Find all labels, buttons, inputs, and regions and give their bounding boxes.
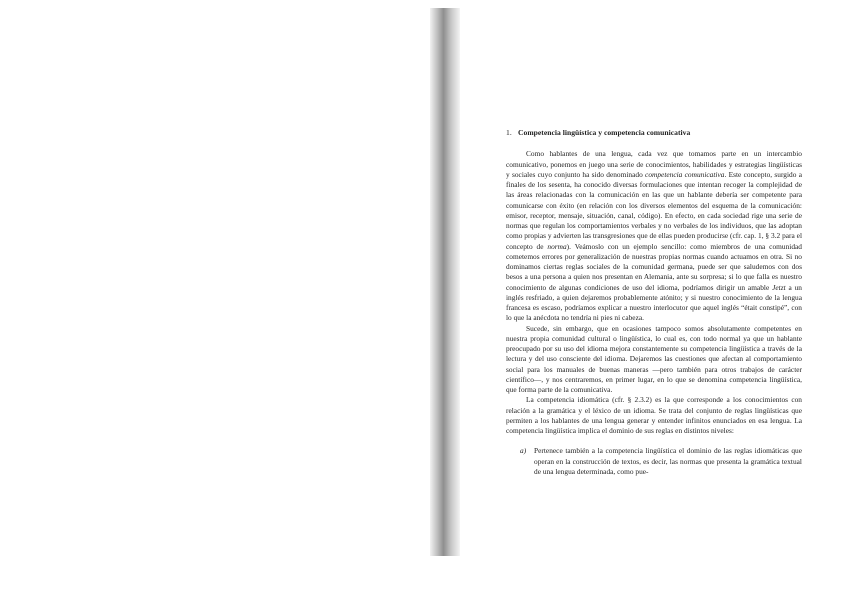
section-number: 1. xyxy=(506,128,512,137)
paragraph-3: La competencia idiomática (cfr. § 2.3.2) es la que corresponde a los conocimientos con relación a la gramática y el léxico de un idioma. Se trata del conjunto de reglas lingüísticas que permiten a los hablantes de una lengua generar y entender infinitos enunciados en esa lengua. La competencia lingüística implica el dominio de sus reglas en distintos niveles: xyxy=(506,395,802,435)
list-item-a xyxy=(506,446,802,477)
p1-term-norma: norma xyxy=(547,241,567,251)
p1-term-competencia: competencia comunicativa xyxy=(645,169,725,179)
book-spine-shadow xyxy=(430,8,460,556)
p1-term-jetzt: Jetzt xyxy=(772,282,786,292)
section-heading xyxy=(506,128,802,138)
p1-text-d: a un inglés resfriado, a quien dejaremos probablemente atónito; y si nuestro conocimiento de la lengua francesa es escaso, podríamos explicar a nuestro interlocutor que aquel inglés “était constipé”, con lo que la anécdota no tendría ni pies ni cabeza. xyxy=(506,282,802,323)
list-item-text: Pertenece también a la competencia lingüística el dominio de las reglas idiomáticas que operan en la construcción de textos, es decir, las normas que presenta la gramática textual de una lengua determinada, como pue- xyxy=(534,446,802,476)
p1-text-b: . Este concepto, surgido a finales de los sesenta, ha conocido diversas formulaciones que intentan recoger la complejidad de las áreas relacionadas con la comunicación en las que un hablante debería ser competente para comunicarse con éxito (en relación con los diversos elementos del esquema de la comunicación: emisor, receptor, mensaje, situación, canal, código). En efecto, en cada sociedad rige una serie de normas que regulan los comportamientos verbales y no verbales de los individuos, que las adoptan como propias y advierten las transgresiones que de ellas pueden producirse (cfr. cap. 1, § 3.2 para el concepto de xyxy=(506,169,802,251)
page-content xyxy=(506,128,802,477)
paragraph-1 xyxy=(506,149,802,323)
p1-text-c: ). Veámoslo con un ejemplo sencillo: como miembros de una comunidad cometemos errores por generalización de nuestras propias normas cuando actuamos en otra. Si no dominamos ciertas reglas sociales de la comunidad germana, puede ser que saludemos con dos besos a una persona a quien nos presentan en Alemania, ante su sorpresa; si lo que falla es nuestro conocimiento de algunas condiciones de uso del idioma, podríamos dirigir un amable xyxy=(506,241,802,292)
paragraph-2: Sucede, sin embargo, que en ocasiones tampoco somos absolutamente competentes en nuestra propia comunidad cultural o lingüística, lo cual es, con todo normal ya que un hablante preocupado por su uso del idioma mejora constantemente su competencia lingüística a través de la lectura y del uso consciente del idioma. Dejaremos las cuestiones que afectan al comportamiento social para los manuales de buenas maneras —pero también para otros trabajos de carácter científico—, y nos centraremos, en primer lugar, en lo que se denomina competencia lingüística, que forma parte de la comunicativa. xyxy=(506,323,802,394)
p1-text-a: Como hablantes de una lengua, cada vez que tomamos parte en un intercambio comunicativo, ponemos en juego una serie de conocimientos, habilidades y estrategias lingüísticas y sociales cuyo conjunto ha sido denominado xyxy=(506,149,802,179)
section-title: Competencia lingüística y competencia comunicativa xyxy=(518,128,691,137)
list-marker: a) xyxy=(520,446,527,456)
